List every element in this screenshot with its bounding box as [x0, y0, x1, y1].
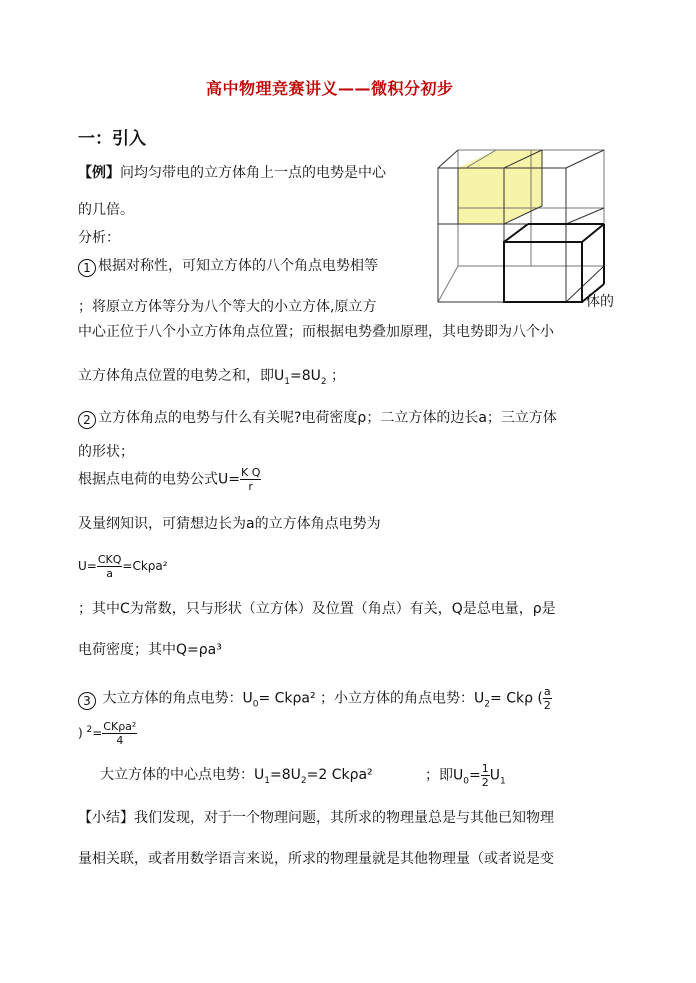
cube-figure	[436, 148, 608, 308]
step3-line-3-f: U	[489, 767, 500, 784]
step1-line-3: 中心正位于八个小立方体角点位置；而根据电势叠加原理，其电势即为八个小	[78, 324, 554, 340]
step3-sub-0b: 0	[463, 776, 469, 787]
fraction-denominator: 4	[116, 734, 124, 747]
u-lead: U=	[78, 559, 97, 573]
example-tag: 【例】	[78, 165, 120, 181]
step2-line-2: 的形状；	[78, 444, 134, 460]
fraction-numerator: K Q	[240, 466, 261, 479]
example-line-1	[78, 164, 386, 182]
step3-sub-2b: 2	[300, 775, 307, 786]
step3-line-2-b: =	[92, 726, 103, 740]
example-text-1: 问均匀带电的立方体角上一点的电势是中心	[120, 165, 386, 181]
summary-line-1	[78, 809, 554, 827]
step3-line-1	[78, 685, 552, 713]
step2-line-4: 及量纲知识，可猜想边长为a的立方体角点电势为	[78, 516, 381, 532]
step2-number: 2	[78, 411, 96, 429]
fraction-denominator: a	[106, 567, 113, 580]
u-formula	[78, 553, 168, 580]
one-half-fraction	[481, 762, 490, 789]
step3-line-3-e: =	[468, 767, 481, 784]
step3-line-3	[100, 766, 373, 790]
section-heading: 一：引入	[78, 129, 146, 149]
bold-small-cube	[504, 224, 604, 302]
fraction-numerator: CKρa²	[103, 720, 137, 733]
step3-line-2	[78, 720, 137, 747]
step3-number: 3	[78, 692, 96, 710]
step3-sub-1b: 1	[499, 776, 506, 787]
summary-text-1: 我们发现，对于一个物理问题，其所求的物理量总是与其他已知物理	[134, 810, 554, 826]
step1-line-2: ；将原立方体等分为八个等大的小立方体,原立方	[78, 299, 377, 315]
step3-line-3-a: 大立方体的中心点电势：U	[100, 767, 265, 783]
step3-sub-1: 1	[264, 775, 270, 786]
highlighted-cube-front	[458, 168, 504, 224]
formula-lead: 根据点电荷的电势公式U=	[78, 471, 240, 488]
step3-text-a: 大立方体的角点电势：U	[98, 690, 253, 707]
step3-text-b: = Ckρa² ；小立方体的角点电势：U	[258, 690, 485, 707]
step3-line-2-a: )	[78, 726, 87, 740]
step1-sub-2: 2	[320, 376, 327, 387]
example-text-2: 的几倍。	[78, 202, 134, 218]
step3-line-3-result	[425, 762, 506, 790]
fraction-denominator: 2	[543, 699, 551, 712]
fraction-denominator: 2	[481, 776, 489, 789]
summary-text-2: 量相关联，或者用数学语言来说，所求的物理量就是其他物理量（或者说是变	[78, 851, 554, 867]
step2-line-7: 电荷密度；其中Q=ρa³	[78, 642, 222, 658]
step3-line-3-c: =2 Ckρa²	[306, 767, 373, 783]
step1-line-4	[78, 367, 345, 391]
u-tail: =Ckρa²	[122, 559, 168, 573]
step1-sub-1: 1	[284, 376, 290, 387]
step3-sub-2: 2	[484, 699, 491, 710]
step1-line-4-b: =8U	[289, 368, 321, 384]
kq-over-r-fraction	[240, 466, 261, 493]
fraction-numerator: CKQ	[97, 553, 122, 566]
summary-tag: 【小结】	[78, 810, 134, 826]
step1-line-4-a: 立方体角点位置的电势之和，即U	[78, 368, 285, 384]
ckpa2-over-4-fraction	[102, 720, 137, 747]
step3-text-c: = Ckρ (	[490, 690, 543, 707]
step2-text: 立方体角点的电势与什么有关呢?电荷密度ρ；二立方体的边长a；三立方体	[98, 410, 557, 426]
step3-sup-2: 2	[86, 725, 93, 735]
step1-text: 根据对称性，可知立方体的八个角点电势相等	[98, 258, 378, 274]
a-over-2-fraction	[543, 685, 552, 712]
page-title: 高中物理竞赛讲义——微积分初步	[206, 79, 454, 98]
step3-line-3-b: =8U	[269, 767, 301, 783]
fraction-numerator: 1	[481, 762, 489, 775]
ckq-over-a-fraction	[97, 553, 123, 580]
step3-line-3-d: ；即U	[425, 767, 464, 784]
step2-line-1	[78, 409, 557, 429]
step1-number: 1	[78, 259, 96, 277]
step1-line-2-tail: 体的	[586, 294, 614, 310]
fraction-numerator: a	[543, 685, 551, 698]
step3-sub-0: 0	[252, 699, 259, 710]
potential-formula	[78, 466, 261, 493]
step1-line-1	[78, 257, 378, 277]
step1-line-4-c: ；	[326, 368, 346, 384]
fraction-denominator: r	[248, 480, 253, 493]
analysis-label: 分析：	[78, 230, 120, 246]
step2-line-6: ；其中C为常数，只与形状（立方体）及位置（角点）有关，Q是总电量，ρ是	[78, 601, 556, 617]
